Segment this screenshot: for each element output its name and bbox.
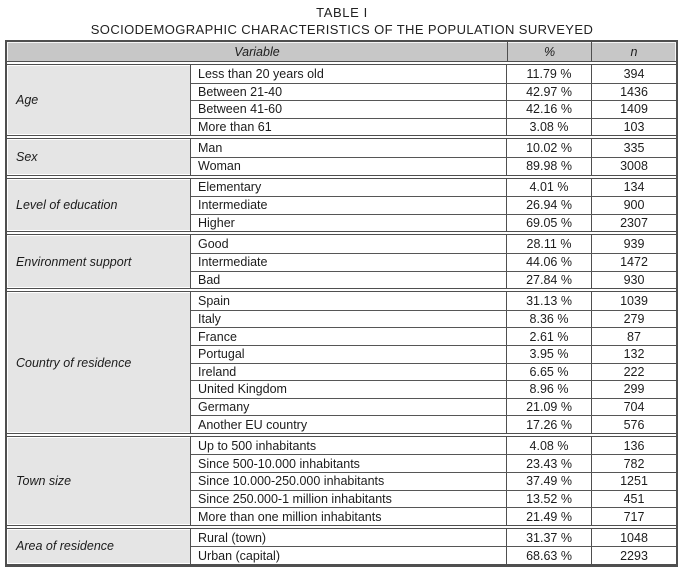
row-percent: 68.63 % [507,547,592,564]
row-percent: 3.95 % [507,346,592,363]
row-n: 2293 [620,548,648,563]
row-n: 134 [623,180,645,195]
row-percent: 31.13 % [507,292,592,310]
row-percent: 4.01 % [507,179,592,197]
table-row [191,363,676,381]
row-n: 222 [623,364,645,379]
row-percent: 4.08 % [507,437,592,455]
table-row [191,65,676,83]
table-row [191,235,676,253]
row-percent: 44.06 % [507,254,592,271]
table-title: SOCIODEMOGRAPHIC CHARACTERISTICS OF THE POPULATION SURVEYED [90,22,594,37]
header-n: n [630,44,638,59]
header-variable: Variable [234,44,280,59]
table-row [191,415,676,433]
group-label: Age [7,65,191,135]
row-n: 103 [623,120,645,135]
row-label: Less than 20 years old [191,65,507,83]
row-n: 930 [623,272,645,287]
row-n: 394 [623,66,645,81]
group-rows [191,235,676,288]
row-label: Bad [191,272,507,289]
table-row [191,490,676,508]
table-row [191,437,676,455]
row-label: Higher [191,215,507,232]
table-caption [0,5,684,37]
row-label: Good [191,235,507,253]
row-percent: 69.05 % [507,215,592,232]
row-percent: 89.98 % [507,158,592,175]
row-label: Rural (town) [191,529,507,547]
sociodemographic-table [5,40,678,567]
table-row [191,139,676,157]
row-label: Between 41-60 [191,101,507,118]
row-n: 132 [623,347,645,362]
table-row [191,310,676,328]
row-label: Ireland [191,364,507,381]
table-row [191,196,676,214]
table-row [191,327,676,345]
row-label: Germany [191,399,507,416]
table-row [191,214,676,232]
table-row [191,271,676,289]
row-percent: 42.16 % [507,101,592,118]
row-percent: 28.11 % [507,235,592,253]
row-n: 2307 [620,216,648,231]
row-label: Since 250.000-1 million inhabitants [191,491,507,508]
row-percent: 3.08 % [507,119,592,136]
row-n: 451 [623,491,645,506]
group-rows [191,437,676,525]
row-label: Between 21-40 [191,84,507,101]
table-row [191,157,676,175]
table-row [191,100,676,118]
row-label: Urban (capital) [191,547,507,564]
table-number: TABLE I [316,5,368,20]
variable-group [7,291,676,434]
row-n: 136 [623,438,645,453]
table-header-row [7,42,676,62]
variable-group [7,436,676,526]
row-percent: 6.65 % [507,364,592,381]
row-percent: 27.84 % [507,272,592,289]
table-row [191,292,676,310]
row-percent: 21.09 % [507,399,592,416]
row-n: 3008 [620,159,648,174]
row-percent: 17.26 % [507,416,592,433]
row-label: Intermediate [191,254,507,271]
table-row [191,118,676,136]
group-rows [191,139,676,174]
row-label: Intermediate [191,197,507,214]
row-n: 87 [627,329,641,344]
row-label: Elementary [191,179,507,197]
group-label: Sex [7,139,191,174]
row-n: 1048 [620,530,648,545]
row-n: 576 [623,417,645,432]
row-percent: 8.96 % [507,381,592,398]
row-label: Portugal [191,346,507,363]
group-label: Area of residence [7,529,191,564]
variable-group [7,138,676,175]
row-label: Another EU country [191,416,507,433]
row-n: 1436 [620,84,648,99]
row-label: More than 61 [191,119,507,136]
table-row [191,83,676,101]
table-row [191,529,676,547]
table-row [191,472,676,490]
row-label: Up to 500 inhabitants [191,437,507,455]
row-n: 704 [623,399,645,414]
row-label: Woman [191,158,507,175]
row-percent: 8.36 % [507,311,592,328]
group-rows [191,65,676,135]
variable-group [7,528,676,565]
variable-group [7,178,676,233]
row-percent: 13.52 % [507,491,592,508]
table-row [191,345,676,363]
row-label: Italy [191,311,507,328]
table-row [191,454,676,472]
row-percent: 31.37 % [507,529,592,547]
row-n: 1039 [620,293,648,308]
table-row [191,380,676,398]
row-percent: 42.97 % [507,84,592,101]
group-rows [191,529,676,564]
group-label: Town size [7,437,191,525]
table-row [191,179,676,197]
group-label: Country of residence [7,292,191,433]
row-n: 1409 [620,102,648,117]
row-n: 782 [623,456,645,471]
header-percent: % [507,42,592,61]
group-label: Level of education [7,179,191,232]
table-row [191,507,676,525]
row-percent: 2.61 % [507,328,592,345]
table-row [191,253,676,271]
row-percent: 11.79 % [507,65,592,83]
row-percent: 37.49 % [507,473,592,490]
row-n: 279 [623,312,645,327]
row-percent: 21.49 % [507,508,592,525]
row-n: 335 [623,141,645,156]
variable-group [7,64,676,136]
row-n: 900 [623,198,645,213]
group-rows [191,292,676,433]
table-body [7,64,676,565]
variable-group [7,234,676,289]
row-n: 1251 [620,474,648,489]
group-label: Environment support [7,235,191,288]
row-label: More than one million inhabitants [191,508,507,525]
row-n: 1472 [620,255,648,270]
row-n: 717 [623,509,645,524]
row-label: Since 500-10.000 inhabitants [191,455,507,472]
row-label: United Kingdom [191,381,507,398]
row-percent: 10.02 % [507,139,592,157]
row-label: France [191,328,507,345]
group-rows [191,179,676,232]
row-label: Man [191,139,507,157]
table-row [191,398,676,416]
row-label: Spain [191,292,507,310]
row-percent: 26.94 % [507,197,592,214]
row-n: 939 [623,237,645,252]
table-row [191,546,676,564]
row-n: 299 [623,382,645,397]
row-percent: 23.43 % [507,455,592,472]
row-label: Since 10.000-250.000 inhabitants [191,473,507,490]
